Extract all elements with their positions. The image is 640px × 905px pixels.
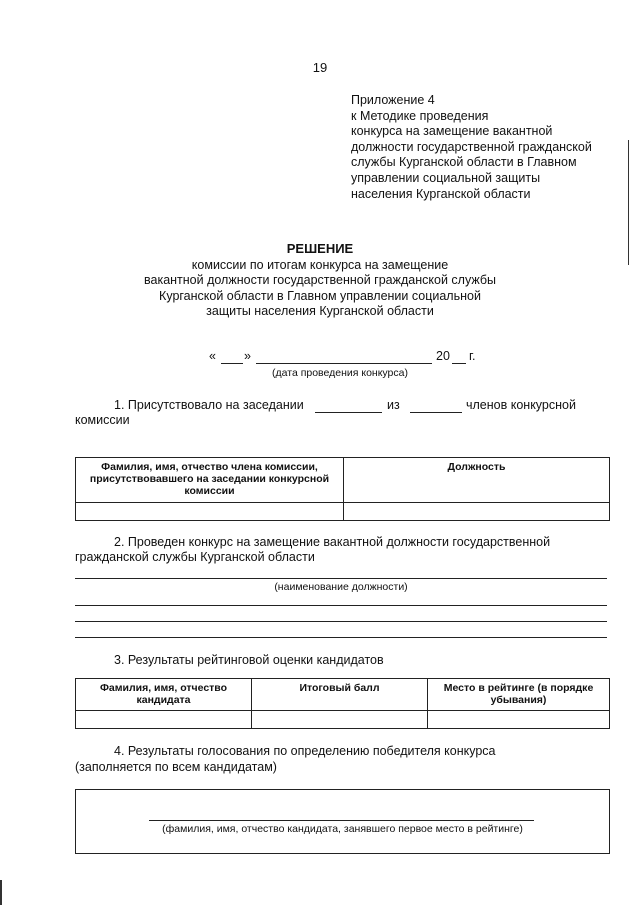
decision-subtitle-line: комиссии по итогам конкурса на замещение [191, 257, 449, 272]
year-blank[interactable] [452, 363, 466, 364]
section3-text: 3. Результаты рейтинговой оценки кандидатов [114, 653, 384, 667]
table-cell[interactable] [76, 711, 252, 729]
table-header-position: Должность [344, 458, 610, 503]
blank-line[interactable] [75, 605, 607, 606]
section1-text-c: членов конкурсной [466, 398, 576, 412]
appendix-line: конкурса на замещение вакантной [351, 124, 553, 139]
blank-line[interactable] [75, 621, 607, 622]
rating-table [75, 678, 610, 729]
commission-members-table [75, 457, 610, 521]
table-header-total-score: Итоговый балл [252, 679, 428, 711]
table-cell[interactable] [252, 711, 428, 729]
blank-line[interactable] [75, 637, 607, 638]
appendix-line: должности государственной гражданской [351, 139, 592, 154]
appendix-line: Приложение 4 [351, 93, 435, 107]
table-header-member-name: Фамилия, имя, отчество члена комиссии, присутствовавшего на заседании конкурсной комиссии [76, 458, 344, 503]
table-cell[interactable] [428, 711, 610, 729]
day-blank[interactable] [221, 363, 243, 364]
section2-text-line1: 2. Проведен конкурс на замещение вакантной должности государственной [114, 535, 551, 549]
appendix-line: службы Курганской области в Главном [351, 155, 577, 170]
decision-header [0, 241, 640, 320]
year-suffix: г. [469, 349, 476, 363]
section1-text-a: 1. Присутствовало на заседании [114, 398, 304, 412]
year-prefix: 20 [436, 349, 450, 363]
page-number: 19 [312, 60, 328, 75]
table-cell[interactable] [344, 503, 610, 521]
section4-text-line1: 4. Результаты голосования по определению победителя конкурса [114, 744, 496, 758]
section4-text-line2: (заполняется по всем кандидатам) [75, 760, 277, 774]
winner-box [75, 789, 610, 854]
winner-caption: (фамилия, имя, отчество кандидата, занявшего первое место в рейтинге) [162, 823, 523, 835]
section2-text-line2: гражданской службы Курганской области [75, 550, 315, 564]
present-count-blank[interactable] [315, 412, 382, 413]
scan-edge-mark [0, 880, 2, 905]
winner-name-line[interactable] [149, 820, 534, 821]
date-caption: (дата проведения конкурса) [272, 367, 408, 379]
total-count-blank[interactable] [410, 412, 462, 413]
table-row [76, 503, 610, 521]
table-header-candidate-name: Фамилия, имя, отчество кандидата [76, 679, 252, 711]
date-close-quote: » [244, 349, 251, 363]
table-header-rating-place: Место в рейтинге (в порядке убывания) [428, 679, 610, 711]
appendix-block [351, 93, 592, 202]
position-name-caption: (наименование должности) [274, 581, 408, 593]
position-name-line[interactable] [75, 578, 607, 579]
date-open-quote: « [209, 349, 216, 363]
decision-subtitle-line: Курганской области в Главном управлении социальной [159, 288, 481, 303]
appendix-line: населения Курганской области [351, 186, 531, 201]
table-row [76, 711, 610, 729]
appendix-line: управлении социальной защиты [351, 170, 541, 185]
section1-text-b: из [387, 398, 400, 412]
decision-subtitle-line: вакантной должности государственной гражданской службы [144, 273, 496, 287]
table-cell[interactable] [76, 503, 344, 521]
decision-subtitle-line: защиты населения Курганской области [206, 304, 434, 318]
appendix-line: к Методике проведения [351, 108, 489, 123]
month-blank[interactable] [256, 363, 432, 364]
scan-edge-mark [628, 140, 629, 265]
decision-title: РЕШЕНИЕ [286, 241, 354, 256]
section1-text-d: комиссии [75, 413, 130, 427]
